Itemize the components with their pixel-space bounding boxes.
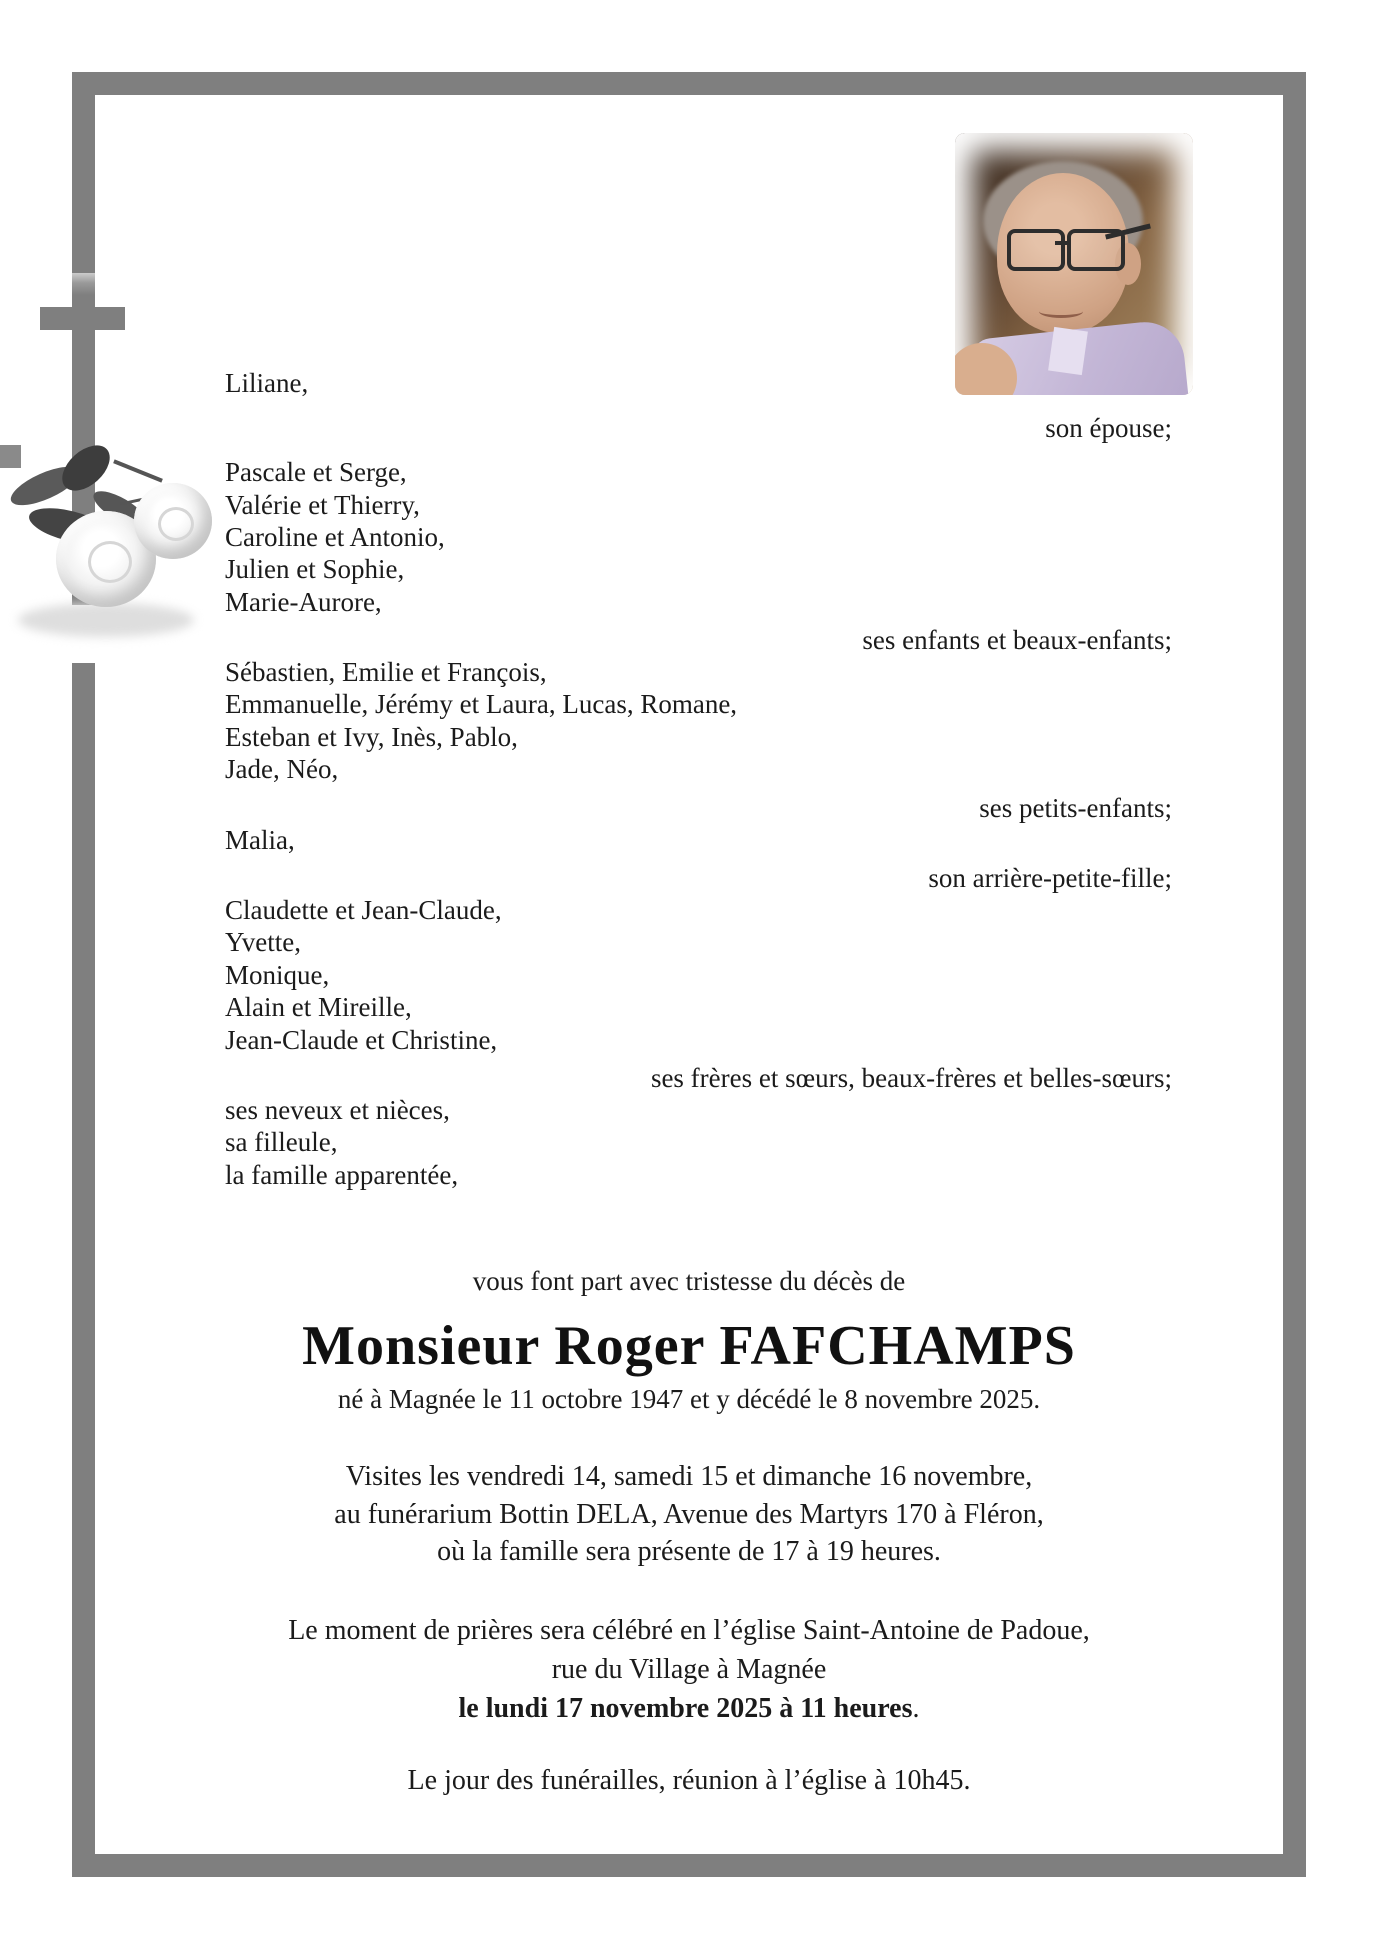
family-line: Julien et Sophie, — [225, 554, 405, 584]
announcement-intro: vous font part avec tristesse du décès de — [472, 1266, 906, 1296]
rose-petals — [158, 507, 194, 541]
family-line: Liliane, — [225, 368, 309, 398]
visitation-line-2: au funérarium Bottin DELA, Avenue des Martyrs 170 à Fléron, — [334, 1499, 1044, 1530]
family-line: ses neveux et nièces, — [225, 1095, 450, 1125]
family-line: Claudette et Jean-Claude, — [225, 895, 502, 925]
family-line: Jean-Claude et Christine, — [225, 1025, 498, 1055]
glasses-icon — [1007, 229, 1065, 271]
family-line: Alain et Mireille, — [225, 992, 412, 1022]
family-line: Jade, Néo, — [225, 754, 339, 784]
family-line: sa filleule, — [225, 1127, 338, 1157]
family-line: Malia, — [225, 825, 295, 855]
relationship-label: ses frères et sœurs, beaux-frères et belles-sœurs; — [650, 1063, 1172, 1093]
deceased-name: Monsieur Roger FAFCHAMPS — [302, 1315, 1076, 1377]
family-line: Yvette, — [225, 927, 302, 957]
service-datetime-period: . — [912, 1693, 920, 1724]
prayer-service-line-3 — [95, 1692, 1283, 1726]
prayer-service-line-2: rue du Village à Magnée — [551, 1654, 827, 1685]
family-line: Pascale et Serge, — [225, 457, 407, 487]
relationship-label: ses petits-enfants; — [979, 793, 1172, 823]
relationship-label: son arrière-petite-fille; — [928, 863, 1172, 893]
visitation-line-1: Visites les vendredi 14, samedi 15 et dimanche 16 novembre, — [345, 1461, 1033, 1492]
family-line: Valérie et Thierry, — [225, 490, 420, 520]
family-line: Marie-Aurore, — [225, 587, 382, 617]
rose-stem — [113, 459, 163, 482]
family-line: Monique, — [225, 960, 330, 990]
family-line: la famille apparentée, — [225, 1160, 459, 1190]
relationship-label: son épouse; — [1045, 413, 1172, 443]
cross-and-roses-image — [0, 273, 212, 663]
family-line: Esteban et Ivy, Inès, Pablo, — [225, 722, 518, 752]
relationship-label: ses enfants et beaux-enfants; — [862, 625, 1172, 655]
life-dates: né à Magnée le 11 octobre 1947 et y décédé le 8 novembre 2025. — [337, 1384, 1041, 1414]
visitation-line-3: où la famille sera présente de 17 à 19 heures. — [437, 1536, 941, 1567]
mouth — [1039, 305, 1083, 318]
family-line: Emmanuelle, Jérémy et Laura, Lucas, Romane, — [225, 689, 738, 719]
prayer-service-line-1: Le moment de prières sera célébré en l’église Saint-Antoine de Padoue, — [288, 1615, 1090, 1646]
image-edge-fragment — [0, 445, 21, 468]
rose-petals — [88, 541, 132, 583]
portrait-photo — [955, 133, 1193, 395]
shirt-collar — [1048, 327, 1088, 375]
rose-shadow — [18, 603, 194, 637]
service-datetime: le lundi 17 novembre 2025 à 11 heures — [458, 1693, 913, 1724]
family-line: Sébastien, Emilie et François, — [225, 657, 547, 687]
funeral-day-note: Le jour des funérailles, réunion à l’église à 10h45. — [407, 1765, 971, 1796]
cross-arm — [40, 307, 125, 330]
family-line: Caroline et Antonio, — [225, 522, 445, 552]
glasses-bridge — [1055, 241, 1069, 245]
